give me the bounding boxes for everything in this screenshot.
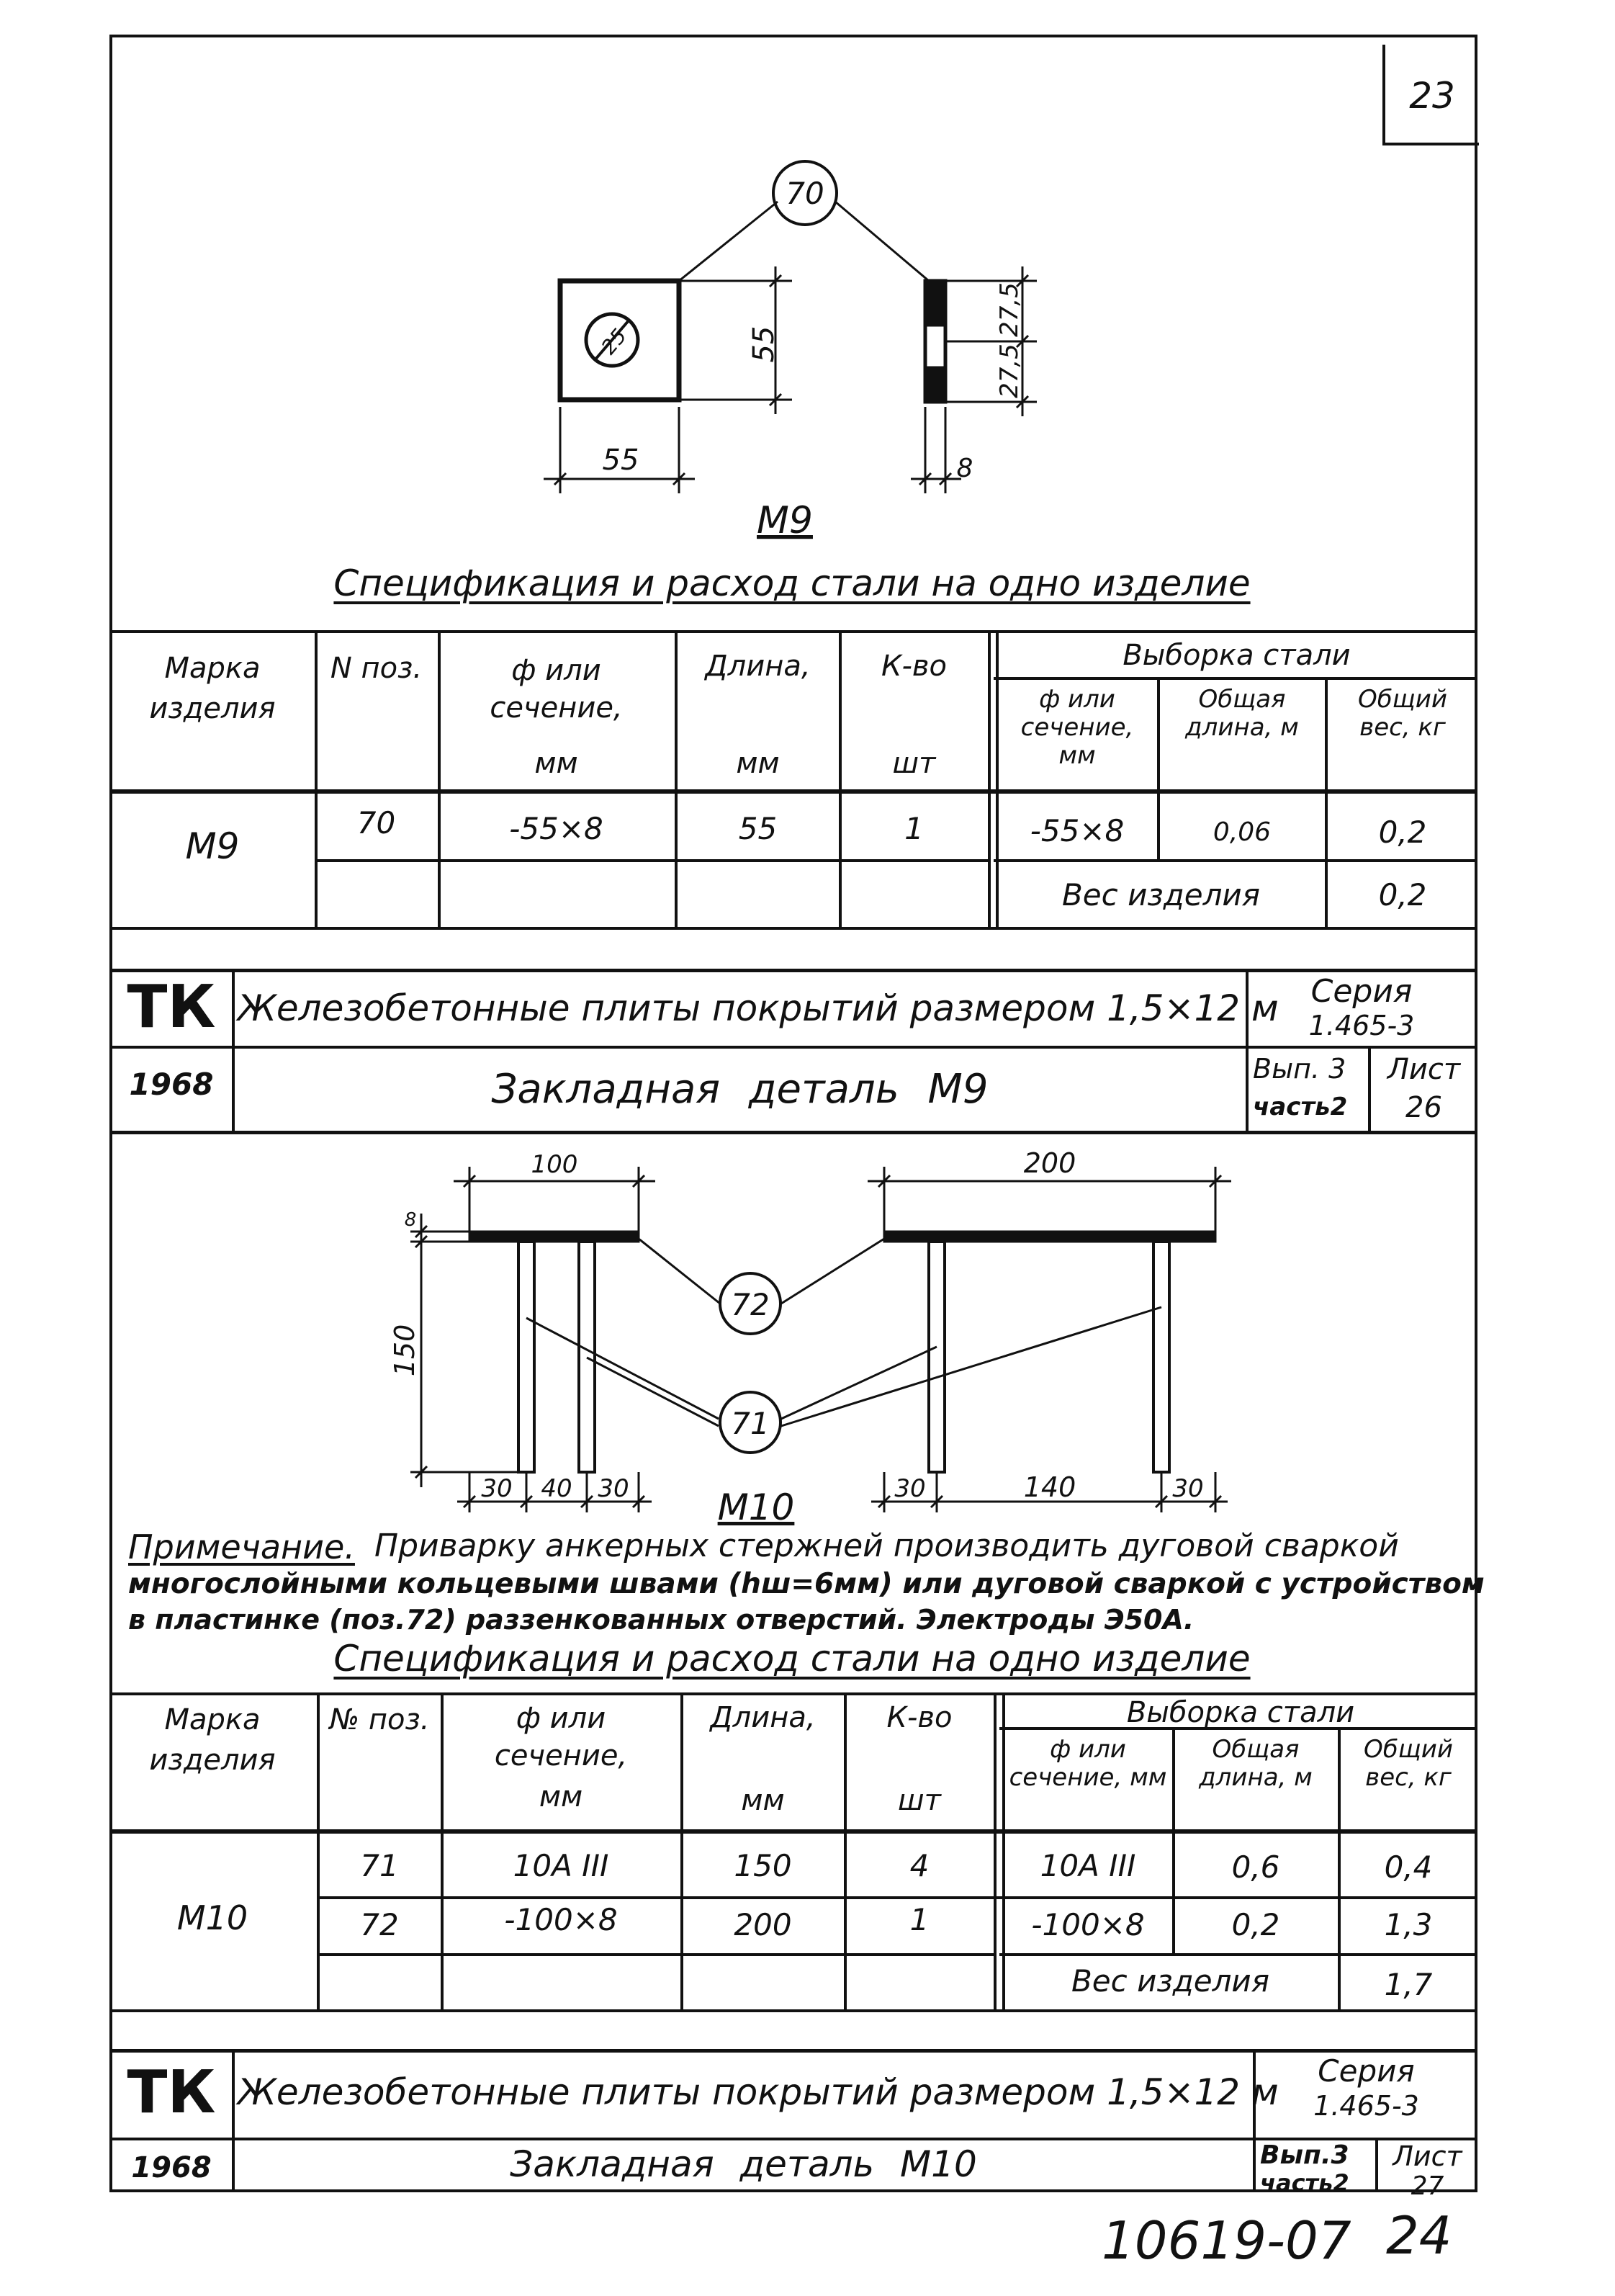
m10-dim-top-left: 100 [531, 1150, 578, 1179]
m9-weight-value: 0,2 [1378, 877, 1427, 912]
m9-header-section: ф или сечение, [490, 654, 623, 725]
m10-stamp-sheet-label: Лист [1393, 2140, 1462, 2172]
m10-header-steel: Выборка стали [1126, 1696, 1355, 1729]
m10-dim-bottom-left-3: 30 [598, 1474, 629, 1503]
m9-dim-thickness: 8 [956, 454, 973, 483]
m10-dim-bottom-right-2: 140 [1023, 1471, 1076, 1503]
m9-header-section-unit: мм [534, 747, 578, 780]
m10-row-2-steel-section: -100×8 [1031, 1907, 1145, 1942]
m10-header-section: ф или сечение, [494, 1702, 628, 1772]
m10-header-qty-unit: шт [898, 1784, 941, 1817]
m10-dim-bottom-right-3: 30 [1172, 1474, 1204, 1503]
m9-callout-70: 70 [786, 176, 824, 211]
m10-header-total-weight: Общий вес, кг [1364, 1735, 1453, 1793]
m10-note-line-3: в пластинке (поз.72) раззенкованных отверстий. Электроды Э50А. [128, 1604, 1195, 1636]
m9-spec-title: Спецификация и расход стали на одно изделие [333, 562, 1251, 604]
m10-row-1-qty: 4 [909, 1848, 930, 1883]
m9-stamp-sheet: 26 [1405, 1091, 1442, 1124]
m10-drawing [0, 1131, 1615, 1534]
m10-header-mark: Марка изделия [149, 1703, 276, 1777]
m10-stamp-issue: Вып.3 [1260, 2140, 1349, 2170]
m9-stamp-issue: Вып. 3 [1253, 1053, 1346, 1085]
m9-stamp-sheet-label: Лист [1387, 1053, 1461, 1086]
m9-row-length: 55 [738, 811, 778, 846]
m10-dim-bottom-left-2: 40 [541, 1474, 572, 1503]
m10-stamp-title: Железобетонные плиты покрытий размером 1,5×12 м [238, 2071, 1279, 2113]
m10-dim-height: 150 [389, 1324, 420, 1377]
m10-stamp-tk: ТК [127, 2058, 216, 2127]
m9-dim-width: 55 [602, 444, 639, 477]
m10-header-steel-section: ф или сечение, мм [1009, 1735, 1167, 1793]
m10-row-2-section: -100×8 [504, 1902, 618, 1937]
m9-header-total-length: Общая длина, м [1185, 685, 1299, 743]
m10-weight-value: 1,7 [1384, 1967, 1433, 2002]
m9-stamp-series: 1.465-3 [1308, 1010, 1415, 1041]
m10-dim-bottom-left-1: 30 [481, 1474, 513, 1503]
m9-row-steel-section: -55×8 [1030, 813, 1125, 848]
m10-row-1-total-length: 0,6 [1231, 1849, 1280, 1885]
m9-header-length-unit: мм [736, 747, 780, 780]
m9-stamp-part: часть2 [1253, 1093, 1348, 1121]
m10-note-line-2: многослойными кольцевыми швами (hш=6мм) или дуговой сваркой с устройством [128, 1568, 1485, 1600]
m9-dim-half-top: 27,5 [995, 282, 1024, 337]
m10-stamp-subtitle: Закладная деталь М10 [510, 2143, 977, 2185]
m10-row-mark: М10 [176, 1898, 248, 1937]
footer-code: 10619-07 [1102, 2210, 1351, 2271]
m10-row-2-total-length: 0,2 [1231, 1907, 1280, 1942]
m10-stamp-series: 1.465-3 [1313, 2090, 1419, 2122]
m10-header-length: Длина, [710, 1701, 816, 1734]
m9-header-total-weight: Общий вес, кг [1358, 685, 1447, 743]
m10-callout-72: 72 [731, 1287, 770, 1322]
m10-stamp-part: часть2 [1260, 2169, 1349, 2197]
m10-dim-thickness: 8 [404, 1209, 417, 1231]
m10-header-total-length: Общая длина, м [1199, 1735, 1313, 1793]
m9-stamp-title: Железобетонные плиты покрытий размером 1,5×12 м [238, 987, 1279, 1029]
m10-note-label: Примечание. [128, 1528, 355, 1566]
m10-row-1-section: 10А III [513, 1848, 609, 1883]
m9-header-mark: Марка изделия [149, 652, 276, 725]
m9-header-pos: N поз. [330, 652, 423, 685]
m10-stamp-sheet: 27 [1411, 2171, 1444, 2201]
m10-row-2-qty: 1 [909, 1902, 930, 1937]
m9-header-length: Длина, [705, 650, 811, 683]
m9-stamp-tk: ТК [127, 973, 216, 1041]
m9-label: М9 [757, 499, 813, 542]
m10-dim-top-right: 200 [1023, 1147, 1076, 1179]
m9-row-total-weight: 0,2 [1378, 815, 1427, 850]
m10-callout-71: 71 [731, 1406, 770, 1441]
m9-dim-height: 55 [747, 326, 780, 363]
m9-row-qty: 1 [904, 811, 924, 846]
page-number: 23 [1409, 75, 1455, 117]
m10-row-1-length: 150 [734, 1848, 792, 1883]
m10-header-section-unit: мм [539, 1780, 583, 1813]
m9-header-steel: Выборка стали [1123, 639, 1351, 672]
m9-drawing [0, 0, 1615, 576]
m10-header-length-unit: мм [741, 1784, 785, 1817]
m10-spec-title: Спецификация и расход стали на одно изделие [333, 1638, 1251, 1680]
m9-row-section: -55×8 [509, 811, 603, 846]
m10-row-1-steel-section: 10А III [1040, 1848, 1136, 1883]
m10-label: М10 [717, 1486, 795, 1528]
m10-row-1-pos: 71 [360, 1848, 399, 1883]
m10-dim-bottom-right-1: 30 [894, 1474, 926, 1503]
m10-stamp-series-label: Серия [1318, 2053, 1415, 2089]
m9-stamp-series-label: Серия [1310, 973, 1413, 1010]
m9-hole-label: 25 [596, 323, 631, 359]
m9-row-total-length: 0,06 [1213, 817, 1272, 847]
footer-page: 24 [1386, 2205, 1452, 2266]
m10-row-2-length: 200 [734, 1907, 792, 1942]
m10-row-2-pos: 72 [360, 1907, 399, 1942]
m9-row-pos: 70 [356, 805, 396, 840]
m10-row-2-total-weight: 1,3 [1384, 1907, 1433, 1942]
m10-row-1-total-weight: 0,4 [1384, 1849, 1433, 1885]
m9-header-qty-unit: шт [892, 747, 936, 780]
m9-stamp-year: 1968 [129, 1067, 214, 1102]
m9-row-mark: М9 [185, 825, 240, 867]
m10-weight-label: Вес изделия [1071, 1963, 1269, 1999]
m9-header-steel-section: ф или сечение, мм [1020, 685, 1134, 771]
m9-stamp-subtitle: Закладная деталь М9 [491, 1066, 989, 1113]
m9-weight-label: Вес изделия [1061, 877, 1260, 912]
m10-stamp-year: 1968 [131, 2151, 212, 2184]
m10-note-line-1: Приварку анкерных стержней производить дуговой сваркой [374, 1528, 1399, 1564]
m10-header-pos: № поз. [329, 1703, 430, 1736]
m9-dim-half-bottom: 27,5 [995, 344, 1024, 398]
m10-header-qty: К-во [886, 1701, 953, 1734]
m9-header-qty: К-во [881, 650, 947, 683]
